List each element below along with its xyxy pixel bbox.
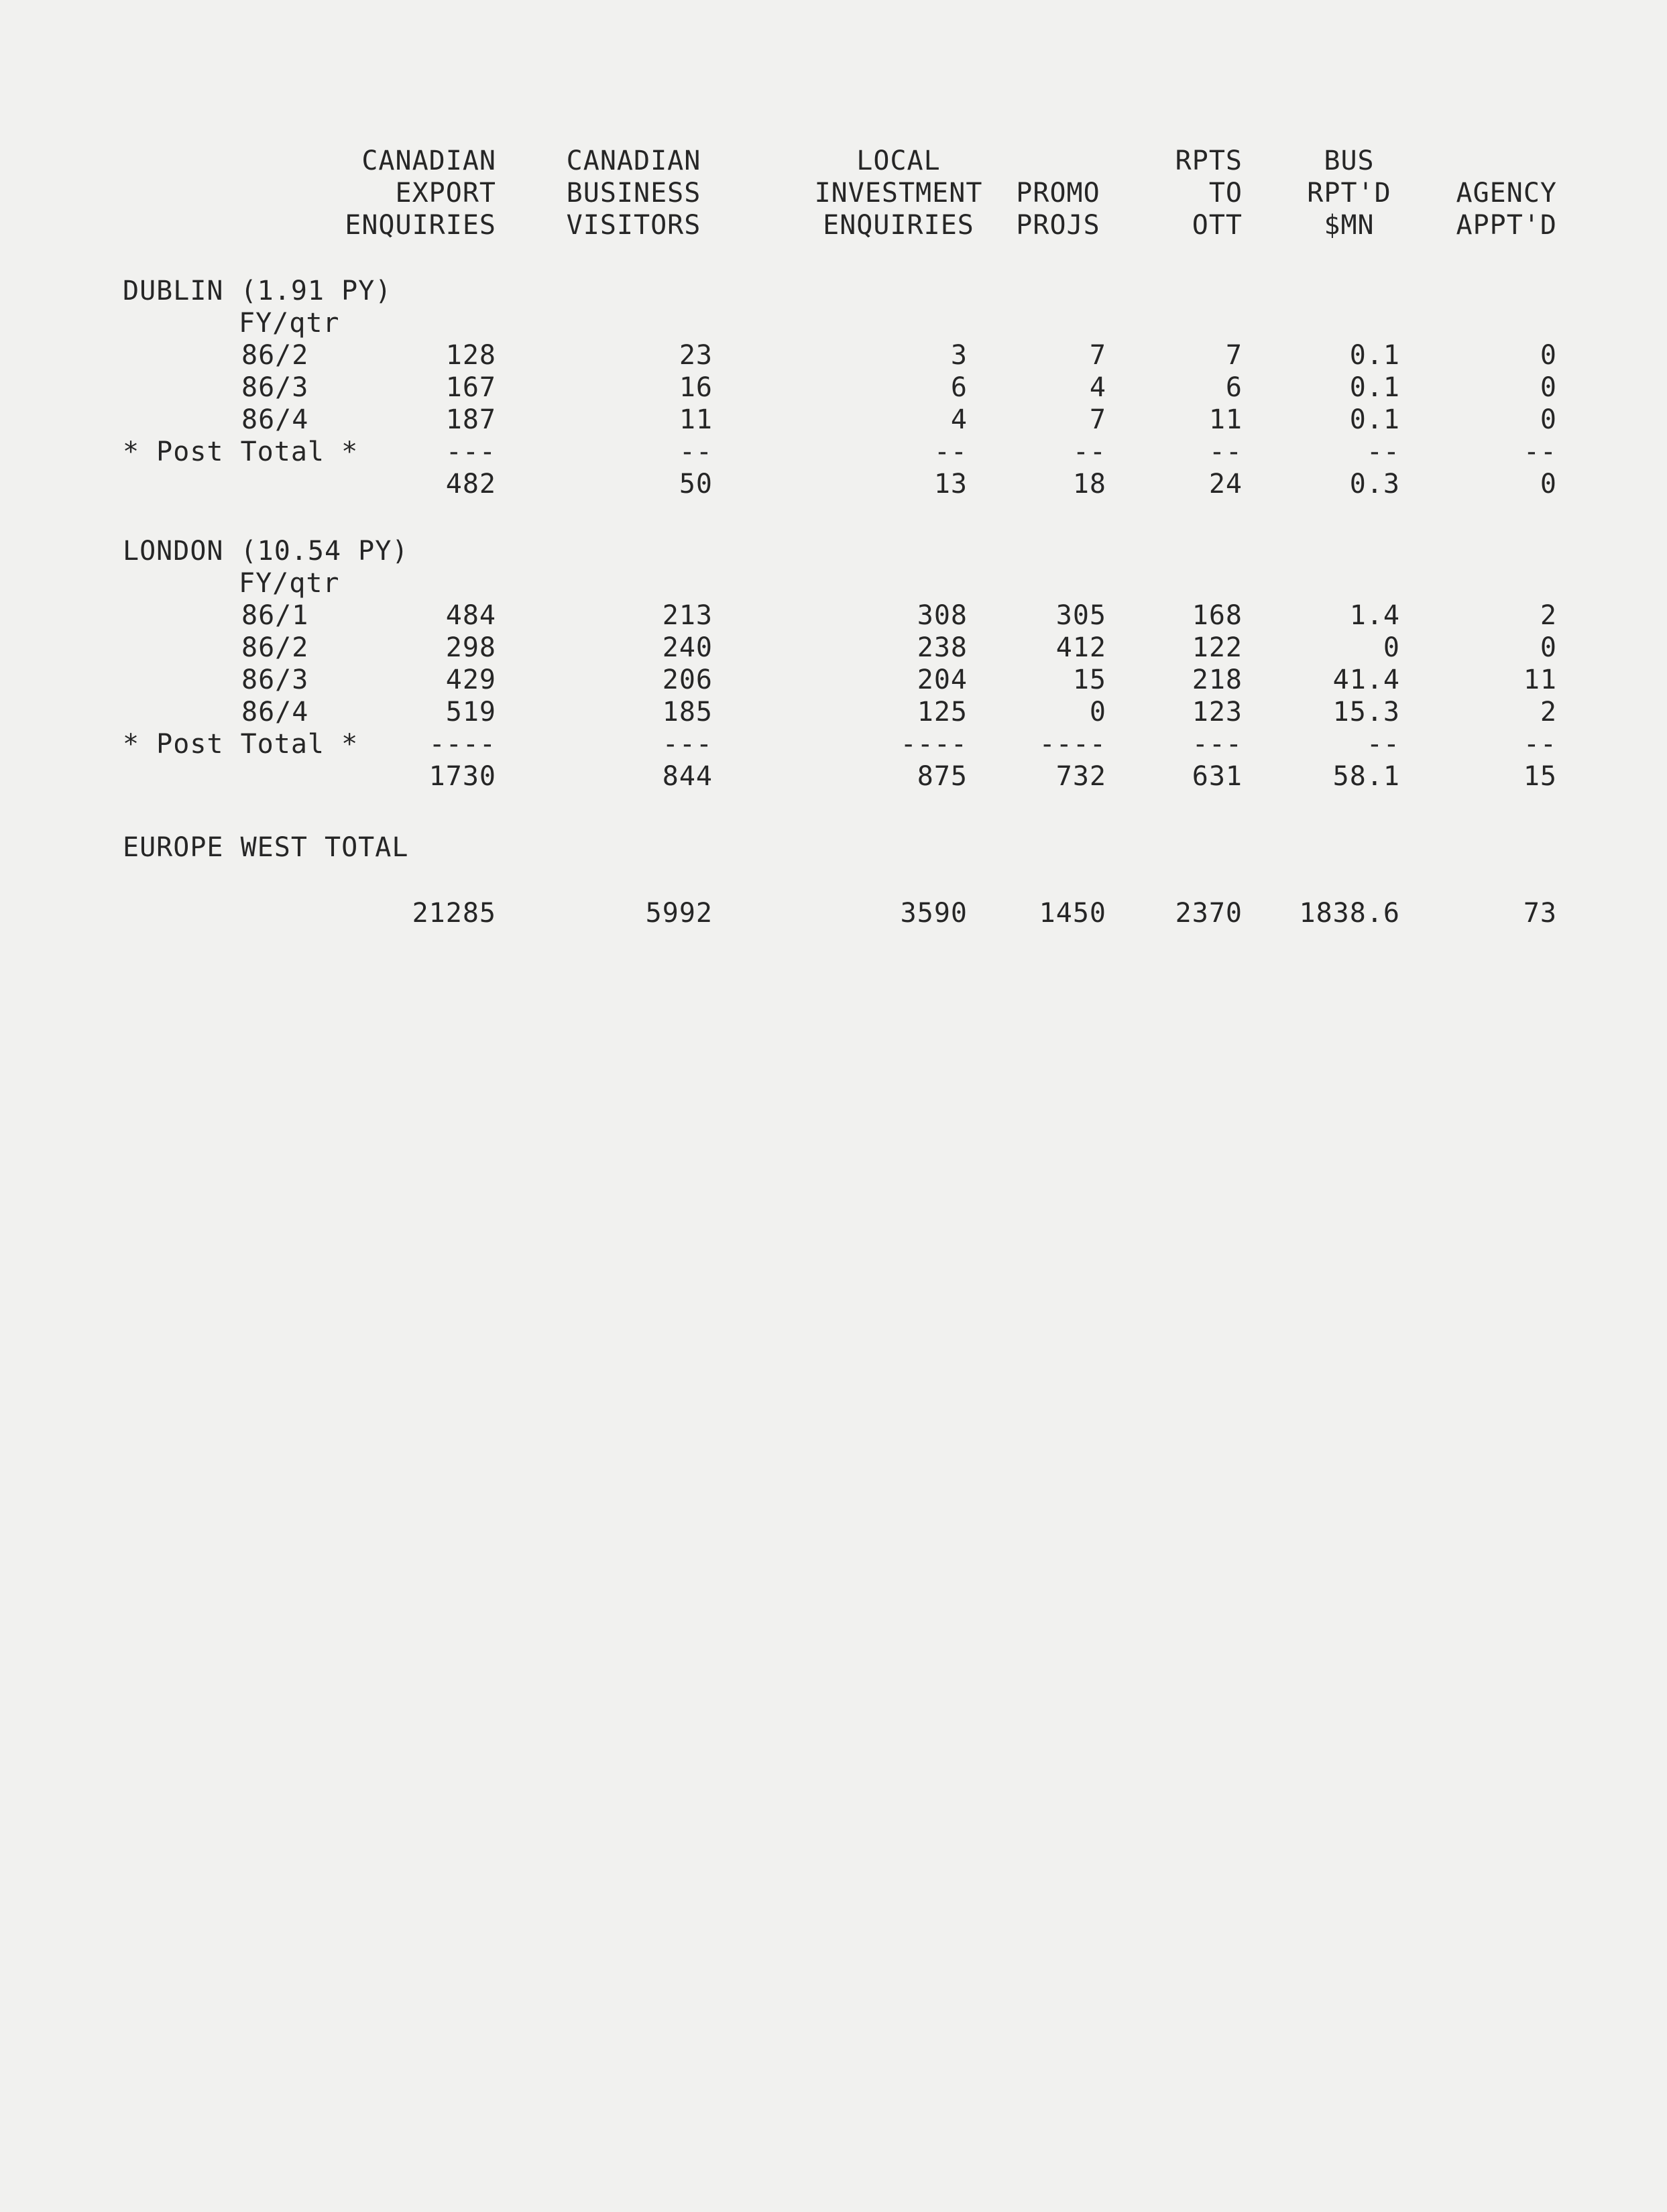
table-cell: 3: [950, 340, 968, 371]
table-cell: 519: [445, 697, 496, 727]
table-cell: 218: [1192, 664, 1243, 695]
table-cell: 6: [1225, 372, 1243, 403]
table-cell: 0: [1540, 372, 1557, 403]
table-cell: 1.4: [1349, 600, 1400, 631]
table-cell: 0.1: [1349, 404, 1400, 435]
table-cell: 204: [917, 664, 968, 695]
table-cell: 11: [1523, 664, 1557, 695]
total-cell: 18: [1072, 469, 1106, 500]
total-cell: 0.3: [1349, 469, 1400, 500]
table-cell: 4: [950, 404, 968, 435]
period-label: 86/3: [241, 664, 309, 695]
period-label: 86/2: [241, 632, 309, 663]
total-cell: 58.1: [1332, 761, 1400, 792]
period-label: 86/1: [241, 600, 309, 631]
region-total-cell: 21285: [412, 898, 496, 929]
post-total-label: * Post Total *: [123, 729, 359, 760]
column-header-line: PROJS: [1016, 210, 1100, 241]
column-header-line: RPTS: [1175, 145, 1243, 176]
table-cell: 125: [917, 697, 968, 727]
column-header-line: CANADIAN: [361, 145, 496, 176]
table-cell: 122: [1192, 632, 1243, 663]
table-cell: 41.4: [1332, 664, 1400, 695]
table-cell: 11: [679, 404, 713, 435]
total-cell: 844: [662, 761, 713, 792]
period-label-header: FY/qtr: [239, 308, 340, 339]
total-cell: 15: [1523, 761, 1557, 792]
total-rule: --: [1366, 729, 1400, 760]
table-cell: 2: [1540, 697, 1557, 727]
table-cell: 206: [662, 664, 713, 695]
total-rule: ---: [662, 729, 713, 760]
total-rule: --: [1366, 436, 1400, 467]
total-rule: ----: [900, 729, 968, 760]
total-cell: 875: [917, 761, 968, 792]
column-header-line: VISITORS: [566, 210, 701, 241]
table-cell: 298: [445, 632, 496, 663]
table-cell: 123: [1192, 697, 1243, 727]
table-cell: 15: [1072, 664, 1106, 695]
table-cell: 240: [662, 632, 713, 663]
total-rule: --: [933, 436, 968, 467]
column-header-line: $MN: [1324, 210, 1375, 241]
post-total-label: * Post Total *: [123, 436, 359, 467]
table-cell: 0: [1540, 404, 1557, 435]
table-cell: 4: [1089, 372, 1106, 403]
table-cell: 0.1: [1349, 372, 1400, 403]
total-rule: --: [1523, 729, 1557, 760]
total-cell: 50: [679, 469, 713, 500]
table-cell: 0: [1540, 340, 1557, 371]
column-header-line: APPT'D: [1456, 210, 1557, 241]
total-cell: 1730: [428, 761, 496, 792]
total-rule: ----: [1039, 729, 1106, 760]
period-label: 86/3: [241, 372, 309, 403]
total-cell: 631: [1192, 761, 1243, 792]
table-cell: 167: [445, 372, 496, 403]
table-cell: 185: [662, 697, 713, 727]
column-header-line: TO: [1208, 178, 1243, 209]
region-total-cell: 73: [1523, 898, 1557, 929]
table-cell: 128: [445, 340, 496, 371]
total-rule: --: [679, 436, 713, 467]
table-cell: 0: [1540, 632, 1557, 663]
total-cell: 732: [1055, 761, 1106, 792]
column-header-line: ENQUIRIES: [823, 210, 974, 241]
column-header-line: LOCAL: [856, 145, 941, 176]
table-cell: 0: [1383, 632, 1400, 663]
table-cell: 412: [1055, 632, 1106, 663]
total-rule: --: [1523, 436, 1557, 467]
total-rule: --: [1072, 436, 1106, 467]
table-cell: 7: [1089, 340, 1106, 371]
total-cell: 24: [1208, 469, 1243, 500]
column-header-line: BUSINESS: [566, 178, 701, 209]
table-cell: 0: [1089, 697, 1106, 727]
column-header-line: PROMO: [1016, 178, 1100, 209]
total-rule: ----: [428, 729, 496, 760]
table-cell: 7: [1225, 340, 1243, 371]
table-cell: 238: [917, 632, 968, 663]
column-header-line: CANADIAN: [566, 145, 701, 176]
table-cell: 484: [445, 600, 496, 631]
period-label: 86/4: [241, 404, 309, 435]
period-label-header: FY/qtr: [239, 568, 340, 599]
column-header-line: INVESTMENT: [814, 178, 983, 209]
table-cell: 6: [950, 372, 968, 403]
total-rule: ---: [1192, 729, 1243, 760]
region-total-cell: 2370: [1175, 898, 1243, 929]
table-cell: 11: [1208, 404, 1243, 435]
table-cell: 23: [679, 340, 713, 371]
column-header-line: AGENCY: [1456, 178, 1557, 209]
column-header-line: ENQUIRIES: [345, 210, 496, 241]
period-label: 86/2: [241, 340, 309, 371]
table-cell: 0.1: [1349, 340, 1400, 371]
region-total-cell: 3590: [900, 898, 968, 929]
period-label: 86/4: [241, 697, 309, 727]
table-cell: 168: [1192, 600, 1243, 631]
table-cell: 15.3: [1332, 697, 1400, 727]
table-cell: 305: [1055, 600, 1106, 631]
total-rule: ---: [445, 436, 496, 467]
total-cell: 482: [445, 469, 496, 500]
section-title: LONDON (10.54 PY): [123, 536, 409, 567]
table-cell: 7: [1089, 404, 1106, 435]
region-title: EUROPE WEST TOTAL: [123, 832, 409, 863]
total-rule: --: [1208, 436, 1243, 467]
table-cell: 187: [445, 404, 496, 435]
table-cell: 308: [917, 600, 968, 631]
section-title: DUBLIN (1.91 PY): [123, 276, 392, 306]
region-total-cell: 1450: [1039, 898, 1106, 929]
table-cell: 429: [445, 664, 496, 695]
column-header-line: EXPORT: [395, 178, 496, 209]
column-header-line: OTT: [1192, 210, 1243, 241]
total-cell: 0: [1540, 469, 1557, 500]
region-total-cell: 1838.6: [1299, 898, 1400, 929]
total-cell: 13: [933, 469, 968, 500]
table-cell: 16: [679, 372, 713, 403]
column-header-line: RPT'D: [1307, 178, 1391, 209]
region-total-cell: 5992: [645, 898, 713, 929]
table-cell: 213: [662, 600, 713, 631]
table-cell: 2: [1540, 600, 1557, 631]
column-header-line: BUS: [1324, 145, 1375, 176]
